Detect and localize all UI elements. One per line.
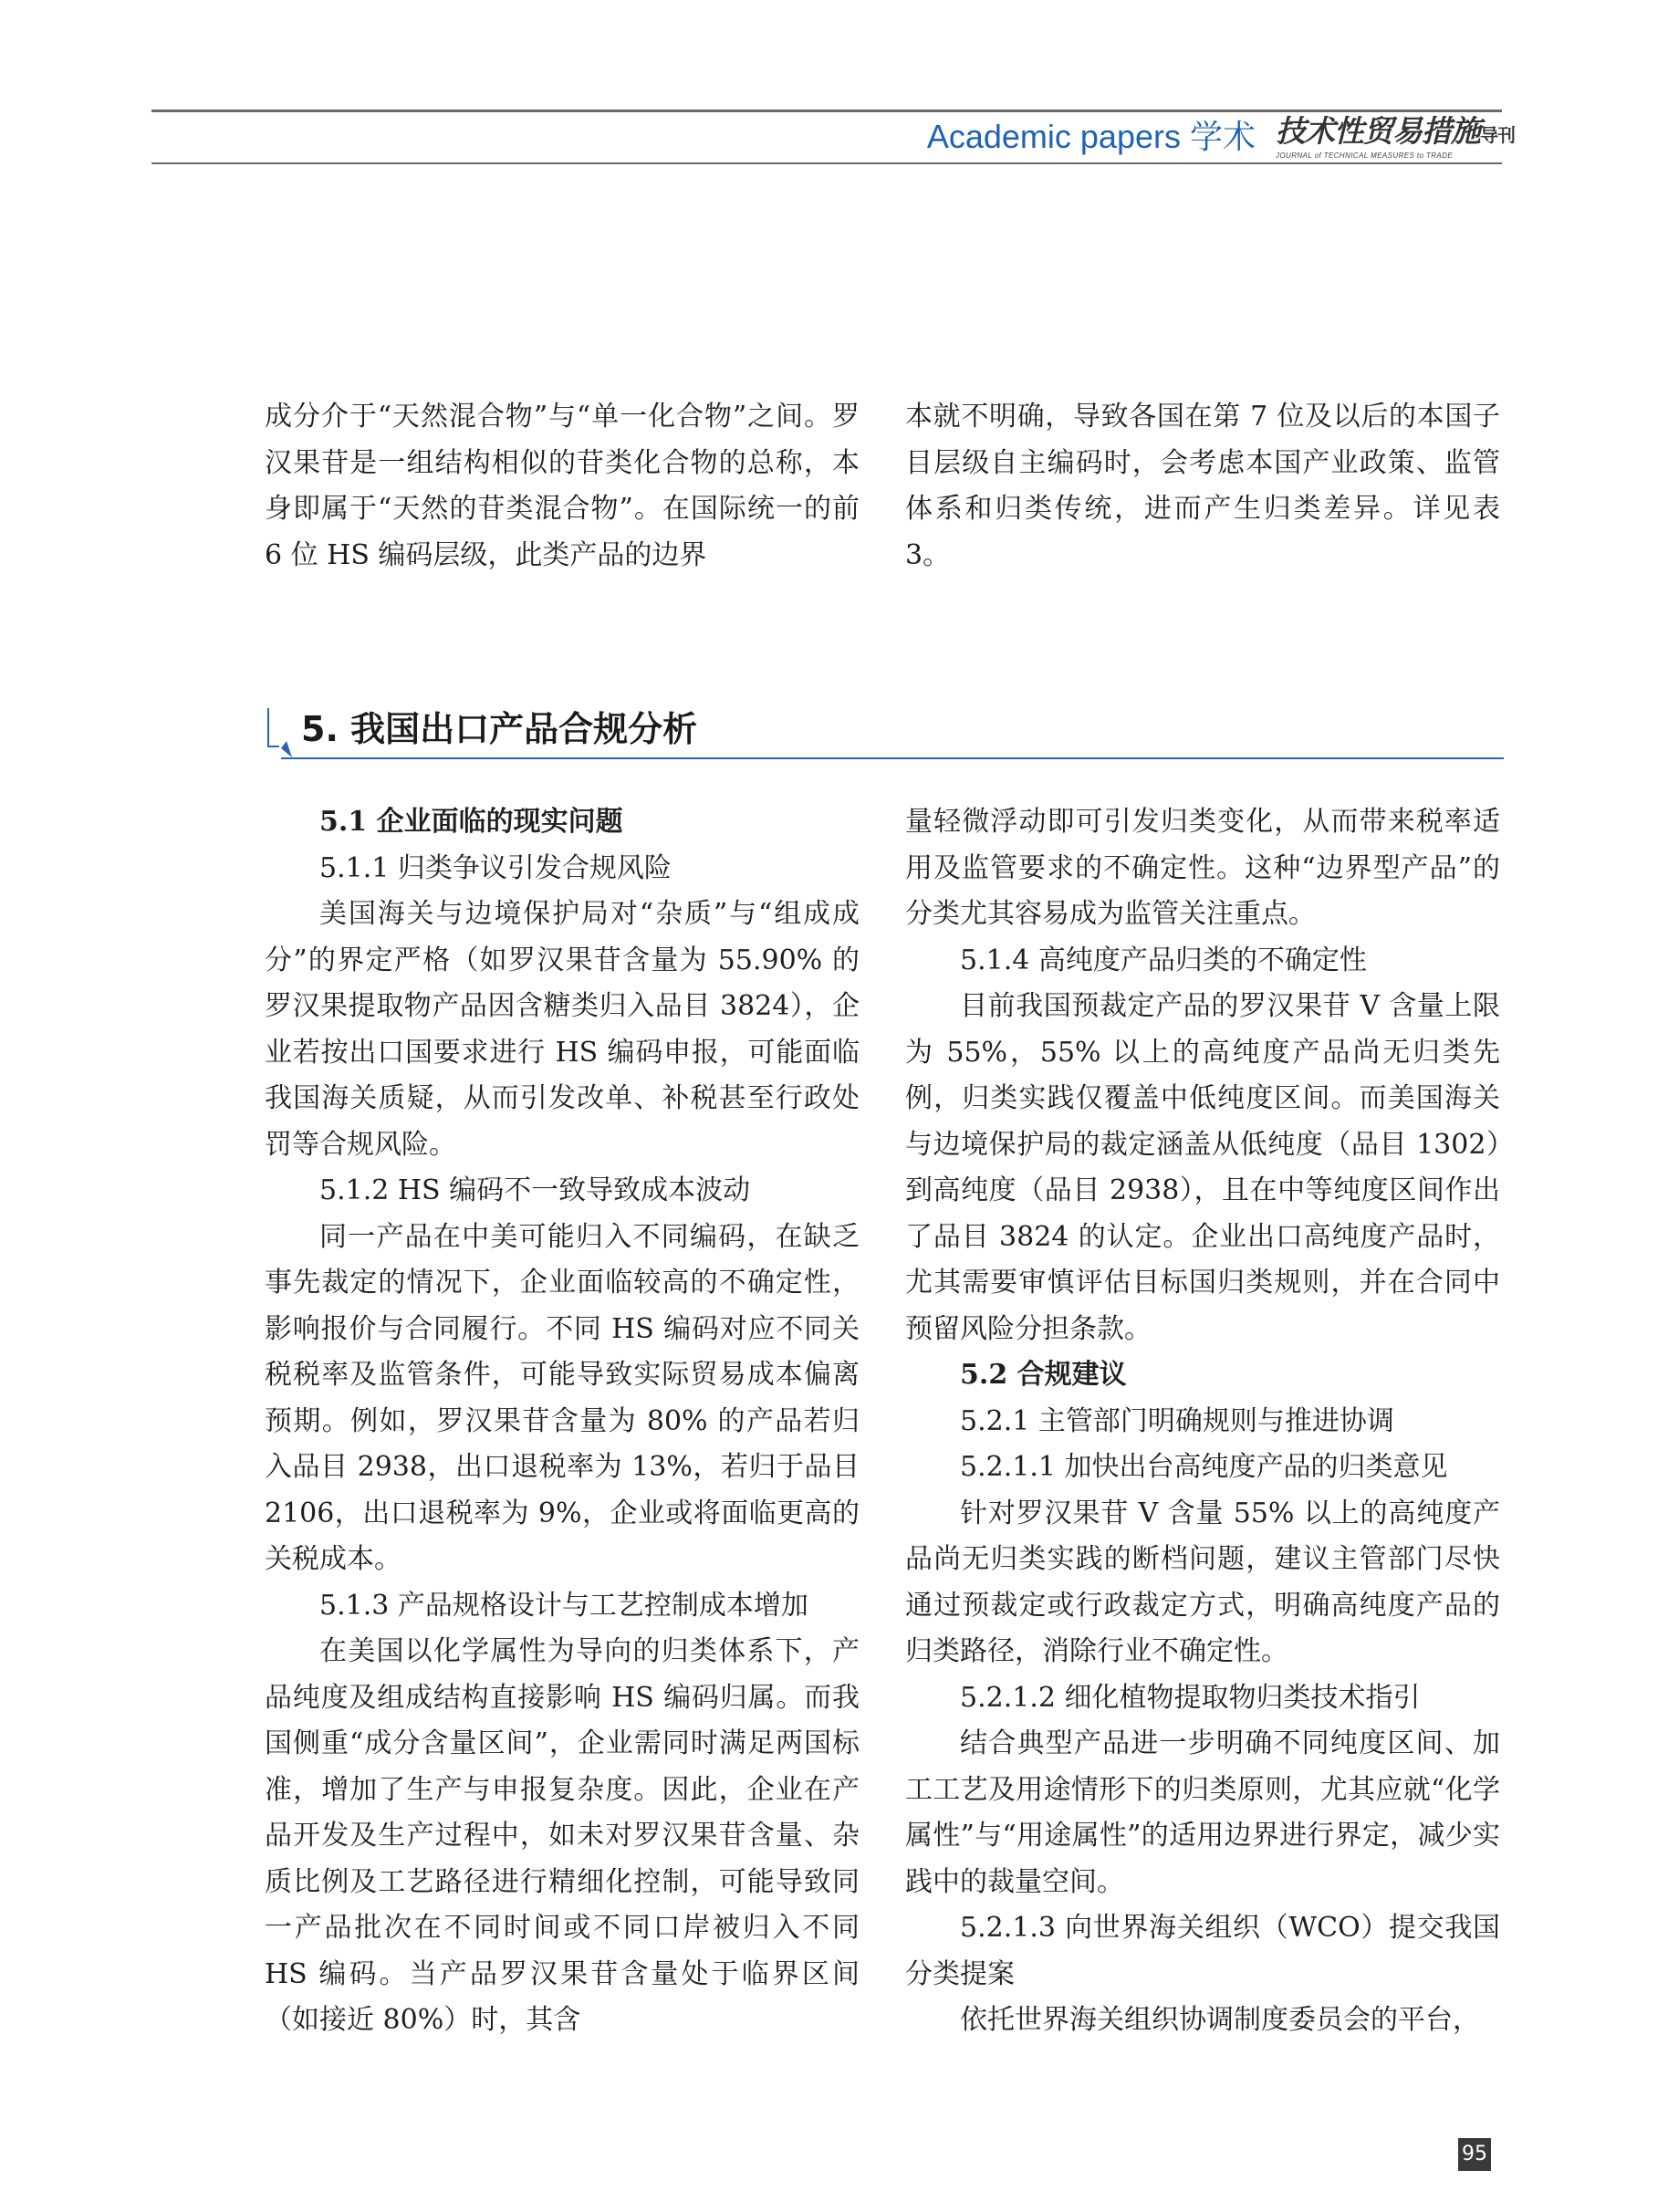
body-right-column: [905, 799, 1500, 2044]
subsection-heading: 5.1.3 产品规格设计与工艺控制成本增加: [319, 1589, 808, 1622]
journal-name: 技术性贸易措施: [1276, 113, 1480, 149]
subsection-heading: 5.2.1 主管部门明确规则与推进协调: [960, 1404, 1394, 1437]
body-paragraph: 针对罗汉果苷 V 含量 55% 以上的高纯度产品尚无归类实践的断档问题，建议主管部门尽快通过预裁定或行政裁定方式，明确高纯度产品的归类路径，消除行业不确定性。: [905, 1497, 1500, 1667]
subsection-heading: 5.2 合规建议: [960, 1359, 1127, 1391]
body-left-column: [265, 799, 860, 2044]
body-paragraph: 5.2.1.3 向世界海关组织（WCO）提交我国分类提案: [905, 1912, 1500, 1990]
subsection-heading: 5.2.1.2 细化植物提取物归类技术指引: [960, 1681, 1421, 1714]
intro-left-text: 成分介于“天然混合物”与“单一化合物”之间。罗汉果苷是一组结构相似的苷类化合物的总称，本身即属于“天然的苷类混合物”。在国际统一的前 6 位 HS 编码层级，此类产品的边界: [265, 401, 860, 571]
section-5-rule: [281, 757, 1504, 759]
subsection-heading: 5.1.4 高纯度产品归类的不确定性: [960, 944, 1367, 976]
header-bottom-rule: [151, 162, 1502, 164]
section-cn: 学术: [1189, 118, 1256, 155]
intro-right-column: [905, 394, 1500, 579]
subsection-heading: 5.1 企业面临的现实问题: [319, 806, 623, 838]
body-paragraph: 美国海关与边境保护局对“杂质”与“组成成分”的界定严格（如罗汉果苷含量为 55.90% 的罗汉果提取物产品因含糖类归入品目 3824），企业若按出口国要求进行 HS 编码申报，可能面临我国海关质疑，从而引发改单、补税甚至行政处罚等合规风险。: [265, 898, 860, 1161]
subsection-heading: 5.2.1.1 加快出台高纯度产品的归类意见: [960, 1451, 1448, 1483]
body-paragraph: 结合典型产品进一步明确不同纯度区间、加工工艺及用途情形下的归类原则，尤其应就“化学属性”与“用途属性”的适用边界进行界定，减少实践中的裁量空间。: [905, 1727, 1500, 1898]
journal-suffix: 导刊: [1480, 124, 1515, 146]
body-paragraph: 同一产品在中美可能归入不同编码，在缺乏事先裁定的情况下，企业面临较高的不确定性，影响报价与合同履行。不同 HS 编码对应不同关税税率及监管条件，可能导致实际贸易成本偏离预期。例如，罗汉果苷含量为 80% 的产品若归入品目 2938，出口退税率为 13%，若归于品目 2106，出口退税率为 9%，企业或将面临更高的关税成本。: [265, 1220, 860, 1575]
page-number: 95: [1458, 2138, 1491, 2171]
section-5-title: 5. 我国出口产品合规分析: [301, 709, 698, 749]
body-paragraph: 量轻微浮动即可引发归类变化，从而带来税率适用及监管要求的不确定性。这种“边界型产品”的分类尤其容易成为监管关注重点。: [905, 806, 1500, 930]
header-top-rule: [151, 110, 1502, 112]
subsection-heading: 5.1.1 归类争议引发合规风险: [319, 851, 672, 884]
body-paragraph: 在美国以化学属性为导向的归类体系下，产品纯度及组成结构直接影响 HS 编码归属。而我国侧重“成分含量区间”，企业需同时满足两国标准，增加了生产与申报复杂度。因此，企业在产品开发及生产过程中，如未对罗汉果苷含量、杂质比例及工艺路径进行精细化控制，可能导致同一产品批次在不同时间或不同口岸被归入不同 HS 编码。当产品罗汉果苷含量处于临界区间（如接近 80%）时，其含: [265, 1635, 860, 2036]
body-paragraph: 依托世界海关组织协调制度委员会的平台，: [960, 2004, 1480, 2036]
journal-en: JOURNAL of TECHNICAL MEASURES to TRADE: [1276, 151, 1454, 160]
journal-logo-title: [1276, 113, 1515, 151]
intro-left-column: [265, 394, 860, 579]
section-en: Academic papers: [926, 118, 1181, 155]
body-paragraph: 目前我国预裁定产品的罗汉果苷 V 含量上限为 55%，55% 以上的高纯度产品尚无归类先例，归类实践仅覆盖中低纯度区间。而美国海关与边境保护局的裁定涵盖从低纯度（品目 1302）到高纯度（品目 2938），且在中等纯度区间作出了品目 3824 的认定。企业出口高纯度产品时，尤其需要审慎评估目标国归类规则，并在合同中预留风险分担条款。: [905, 990, 1500, 1345]
subsection-heading: 5.1.2 HS 编码不一致导致成本波动: [319, 1174, 751, 1206]
header-section-label: [927, 117, 1256, 157]
intro-right-text: 本就不明确，导致各国在第 7 位及以后的本国子目层级自主编码时，会考虑本国产业政策、监管体系和归类传统，进而产生归类差异。详见表 3。: [905, 401, 1500, 571]
journal-logo: [1276, 113, 1515, 161]
